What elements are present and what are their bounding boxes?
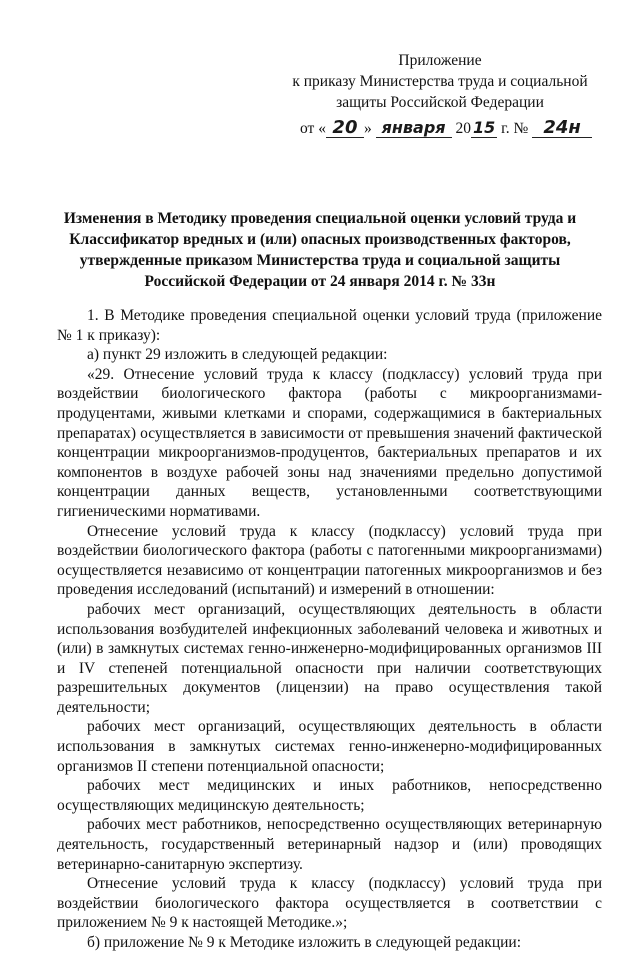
annex-line-1: Приложение [398, 52, 482, 69]
paragraph: рабочих мест организаций, осуществляющих деятельность в области использования в замкнутых системах генно-инженерно-модифицированных организмов II степени потенциальной опасности; [57, 718, 602, 775]
paragraph: а) пункт 29 изложить в следующей редакции: [87, 346, 388, 364]
order-month-handwritten: января [376, 119, 452, 138]
order-prefix: от « [300, 120, 326, 137]
paragraph: рабочих мест работников, непосредственно осуществляющих ветеринарную деятельность, государственный ветеринарный надзор и (или) проводящих ветеринарно-санитарную экспертизу. [57, 816, 602, 873]
paragraph: рабочих мест медицинских и иных работников, непосредственно осуществляющих медицинскую деятельность; [57, 777, 602, 814]
paragraph: 1. В Методике проведения специальной оценки условий труда (приложение № 1 к приказу): [57, 307, 602, 344]
paragraph: «29. Отнесение условий труда к классу (подклассу) условий труда при воздействии биологического фактора (работы с микроорганизмами-продуцентами, живыми клетками и спорами, содержащимися в бактериальных препаратах) осуществляется в зависимости от превышения значений фактической концентрации микроорганизмов-продуцентов, бактериальных препаратов и их компонентов в воздухе рабочей зоны над значениями предельно допустимой концентрации данных веществ, установленными соответствующими гигиеническими нормативами. [57, 365, 602, 520]
document-body [57, 306, 602, 953]
order-date-line [300, 118, 600, 140]
paragraph: Отнесение условий труда к классу (подклассу) условий труда при воздействии биологического фактора (работы с патогенными микроорганизмами) осуществляется независимо от концентрации патогенных микроорганизмов и без проведения исследований (испытаний) и измерений в отношении: [57, 522, 602, 599]
title-line-1: Изменения в Методику проведения специальной оценки условий труда и [63, 210, 577, 227]
annex-line-2: к приказу Министерства труда и социальной [292, 73, 588, 90]
order-mid: » [363, 120, 372, 137]
order-day-handwritten: 20 [326, 119, 364, 138]
order-number-handwritten: 24н [532, 119, 592, 138]
title-line-4: Российской Федерации от 24 января 2014 г. № 33н [144, 273, 496, 290]
paragraph: Отнесение условий труда к классу (подклассу) условий труда при воздействии биологического фактора осуществляется в соответствии с приложением № 9 к настоящей Методике.»; [57, 875, 602, 932]
annex-line-3: защиты Российской Федерации [336, 94, 544, 111]
order-year-handwritten: 15 [472, 118, 496, 137]
title-line-2: Классификатор вредных и (или) опасных производственных факторов, [69, 231, 571, 248]
order-year-prefix: 20 [455, 120, 471, 137]
document-title [60, 208, 580, 292]
paragraph: б) приложение № 9 к Методике изложить в следующей редакции: [87, 934, 522, 951]
annex-header [290, 50, 590, 113]
order-year-end: г. № [501, 120, 529, 137]
title-line-3: утвержденные приказом Министерства труда и социальной защиты [79, 252, 561, 269]
paragraph: рабочих мест организаций, осуществляющих деятельность в области использования возбудителей инфекционных заболеваний человека и животных и (или) в замкнутых системах генно-инженерно-модифицированных организмов III и IV степеней потенциальной опасности при наличии соответствующих разрешительных документов (лицензии) на право осуществления такой деятельности; [57, 600, 602, 716]
